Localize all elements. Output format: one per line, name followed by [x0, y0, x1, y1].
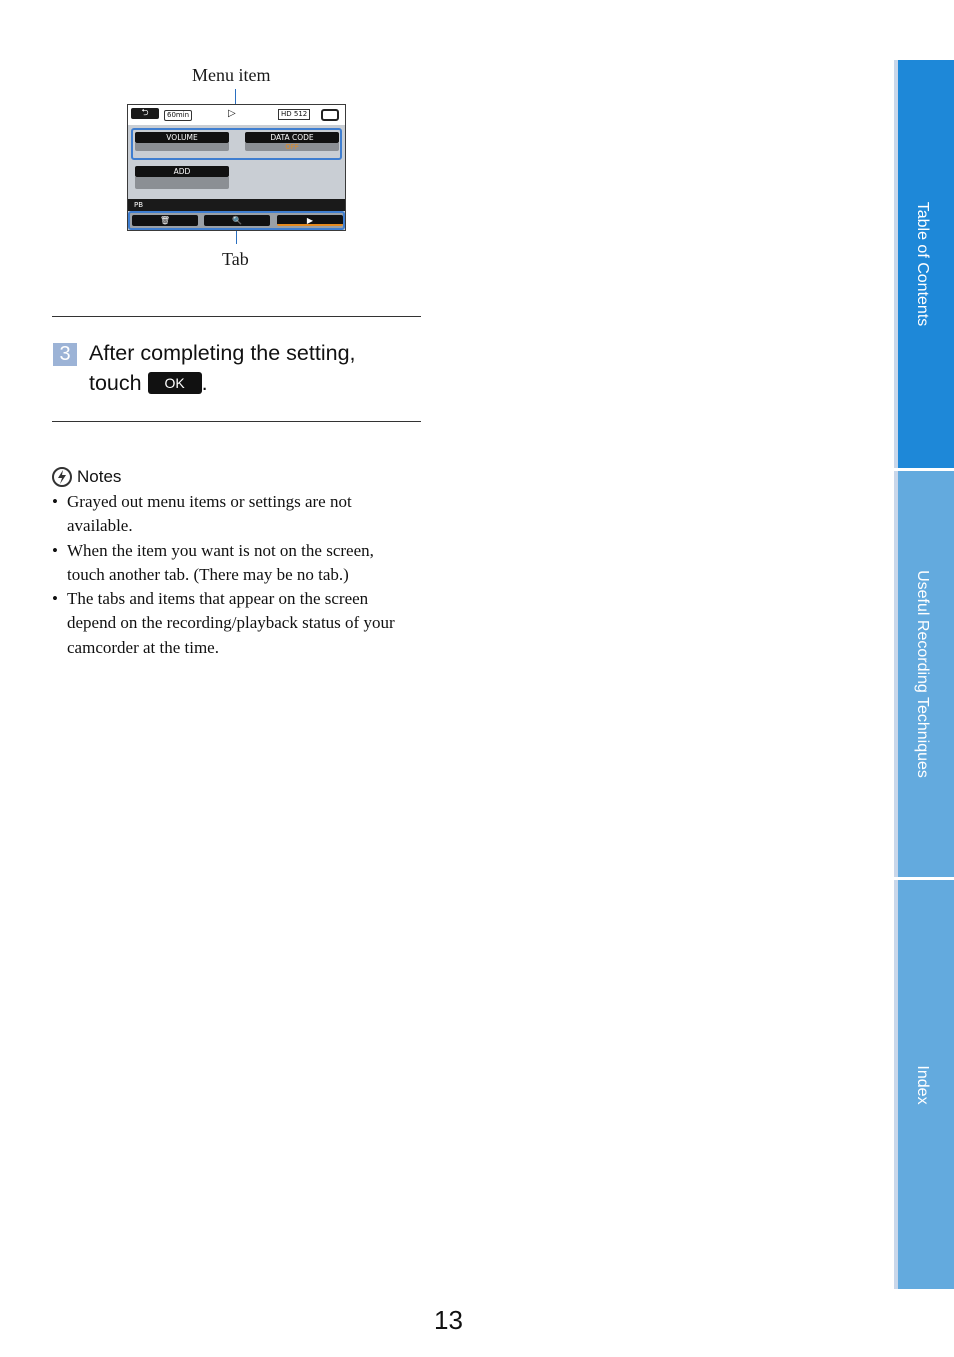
hd-media-indicator: HD 512	[278, 109, 310, 120]
add-value	[135, 177, 229, 189]
volume-button: VOLUME	[135, 132, 229, 143]
search-icon: 🔍	[204, 215, 270, 226]
leader-line-tab	[236, 230, 237, 244]
remaining-time-indicator: 60min	[164, 110, 192, 121]
side-tab-useful-recording-techniques[interactable]	[894, 471, 954, 877]
volume-value	[135, 143, 229, 151]
step-period: .	[201, 371, 208, 395]
callout-menu-item: Menu item	[192, 65, 271, 85]
note-item: • Grayed out menu items or settings are not available.	[52, 490, 412, 539]
pb-label: PB	[134, 201, 144, 209]
data-code-value: OFF	[245, 143, 339, 151]
ok-button: OK	[148, 372, 202, 394]
side-tab-index-label: Index	[914, 1064, 931, 1105]
play-icon: ▷	[228, 108, 236, 119]
notes-list	[52, 490, 412, 660]
notes-header	[52, 465, 121, 489]
side-tab-toc-label: Table of Contents	[914, 201, 931, 327]
page-number: 13	[434, 1305, 463, 1335]
step-instruction	[89, 338, 409, 398]
side-tab-table-of-contents[interactable]	[894, 60, 954, 468]
pb-mode-bar	[128, 199, 345, 211]
note-item: • The tabs and items that appear on the screen depend on the recording/playback status of your camcorder at the time.	[52, 587, 412, 660]
screen-tab-bar	[128, 211, 345, 230]
step-number: 3	[53, 343, 77, 366]
trash-icon: 🗑	[132, 215, 198, 226]
screen-status-bar	[128, 105, 345, 125]
notes-warning-icon	[52, 467, 72, 487]
battery-icon	[321, 109, 339, 121]
notes-title: Notes	[77, 467, 122, 486]
step-text-line1: After completing the setting,	[89, 341, 356, 365]
note-item: • When the item you want is not on the screen, touch another tab. (There may be no tab.)	[52, 539, 412, 588]
side-tab-useful-label: Useful Recording Techniques	[914, 570, 931, 778]
callout-tab: Tab	[222, 249, 249, 269]
playback-icon: ▶	[277, 215, 343, 226]
camcorder-screen	[127, 104, 346, 231]
step-text-line2: touch	[89, 371, 142, 395]
back-icon: ⮌	[131, 108, 159, 119]
step-top-rule	[52, 316, 421, 317]
step-bottom-rule	[52, 421, 421, 422]
menu-items-highlight	[131, 128, 342, 160]
data-code-button: DATA CODE	[245, 132, 339, 143]
side-tab-index[interactable]	[894, 880, 954, 1289]
add-button: ADD	[135, 166, 229, 177]
